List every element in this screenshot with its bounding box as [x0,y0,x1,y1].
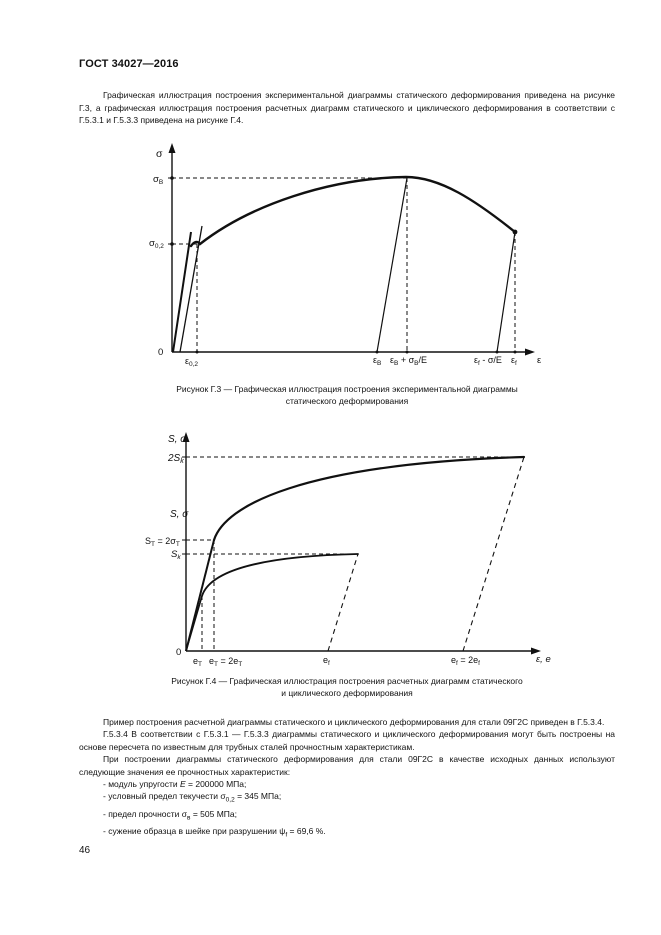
unload-static [463,457,524,651]
cyclic-curve [202,554,358,596]
body-para-2: Г.5.3.4 В соответствии с Г.5.3.1 — Г.5.3.3 диаграммы статического и циклического деформирования могут быть построены на основе пересчета по известным для трубных сталей прочностным характеристикам. [79,729,615,752]
list-item: - условный предел текучести $\sigma_{0,2} = 345$ МПа; [103,791,282,805]
intro-paragraph [79,89,615,127]
y-tick-sigma-02: $\sigma_{0,2}$ [149,238,164,250]
label-2sk: $2S_k$ [168,453,184,465]
stress-strain-curve [191,177,515,246]
y-axis-label: σ [156,148,163,160]
origin-label: 0 [158,347,164,358]
label-s-sigma: S, σ [170,509,189,520]
x-tick-eps02: $\varepsilon_{0,2}$ [185,356,199,368]
x-tick-ef: $e_f$ [323,655,330,667]
list-item: - предел прочности $\sigma_в = 505$ МПа; [103,808,237,822]
list-item: - модуль упругости E = 200000 МПа; [103,779,247,790]
figure-g3-caption: Рисунок Г.3 — Графическая иллюстрация построения экспериментальной диаграммы статического деформирования [176,384,518,406]
figure-g4-caption: Рисунок Г.4 — Графическая иллюстрация построения расчетных диаграмм статического и циклического деформирования [171,676,523,698]
x-tick-ef2: $e_f = 2e_f$ [451,655,480,667]
page-number: 46 [79,845,91,856]
y-axis-label: S, σ [168,434,187,445]
origin-label: 0 [176,647,182,658]
x-tick-epsB-plus: $\varepsilon_B + \sigma_B/E$ [390,355,428,367]
body-para-3: При построении диаграммы статического деформирования для стали 09Г2С в качестве исходных данных используют следующие значения ее прочностных характеристик: [79,754,615,777]
unload-line-b [377,178,407,352]
figure-g3-experimental-diagram [140,140,560,372]
elastic-cyclic [186,596,202,651]
point-sigma-02 [170,242,174,246]
x-tick-eT-eq: $e_T = 2e_T$ [209,656,243,668]
body-section [79,716,615,842]
y-axis-arrow [169,143,176,153]
x-tick-eT: $e_T$ [193,656,202,668]
elastic-line [173,232,191,352]
point-sigma-b [170,176,174,180]
figure-g4-design-diagrams [140,426,560,671]
label-st-eq: $S_T = 2\sigma_T$ [145,536,180,548]
static-curve [214,457,524,540]
x-tick-epsF: $\varepsilon_f$ [511,355,517,367]
y-tick-sigma-b: $\sigma_B$ [153,174,164,186]
x-axis-arrow [525,349,535,356]
intro-text: Графическая иллюстрация построения экспериментальной диаграммы статического деформирования приведена на рисунке Г.3, а графическая иллюстрация построения расчетных диаграмм статического и циклического деформирования в соответствии с Г.5.3.1 и Г.5.3.3 приведена на рисунке Г.4. [79,90,615,126]
x-axis-label: ε [537,355,542,366]
x-tick-epsB: $\varepsilon_B$ [373,355,382,367]
unload-cyclic [328,554,358,651]
unload-line-f [497,232,515,352]
list-item: - сужение образца в шейке при разрушении $\psi_f = 69,6$ %. [103,825,326,839]
x-tick-epsF-minus: $\varepsilon_f - \sigma/E$ [474,355,502,367]
body-para-1: Пример построения расчетной диаграммы статического и циклического деформирования для стали 09Г2С приведен в Г.5.3.4. [103,717,605,727]
x-axis-label: ε, e [536,654,551,665]
label-sk: $S_k$ [171,549,181,561]
document-code: ГОСТ 34027—2016 [79,58,179,70]
